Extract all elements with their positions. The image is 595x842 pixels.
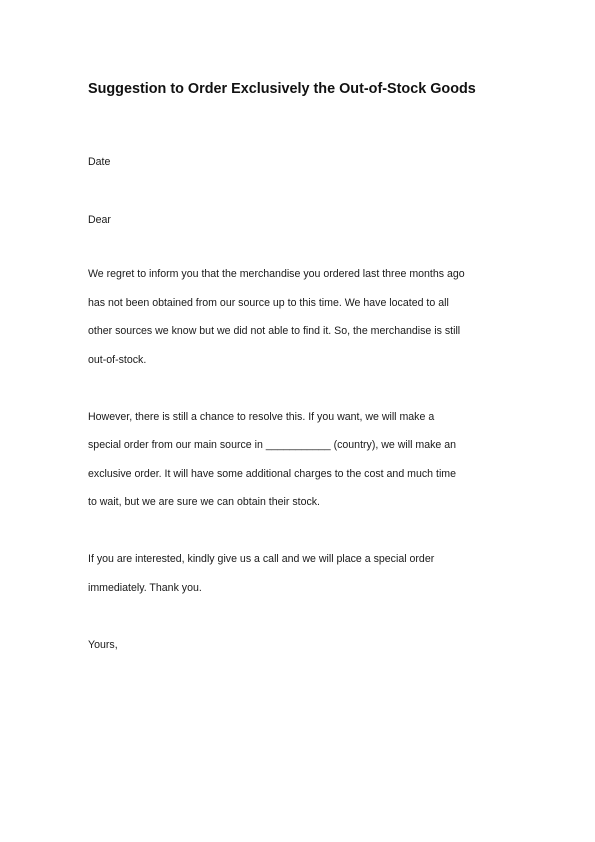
paragraph-1-line-2: has not been obtained from our source up to this time. We have located to all xyxy=(88,297,449,309)
date-label: Date xyxy=(88,156,111,168)
letter-title: Suggestion to Order Exclusively the Out-of-Stock Goods xyxy=(88,81,476,97)
paragraph-2-line-4: to wait, but we are sure we can obtain their stock. xyxy=(88,496,321,508)
paragraph-2-line-2: special order from our main source in ___________ (country), we will make an xyxy=(88,439,457,451)
paragraph-1-line-3: other sources we know but we did not able to find it. So, the merchandise is still xyxy=(88,325,461,337)
paragraph-1-line-1: We regret to inform you that the merchandise you ordered last three months ago xyxy=(88,268,465,280)
salutation: Dear xyxy=(88,214,111,226)
paragraph-2-line-1: However, there is still a chance to resolve this. If you want, we will make a xyxy=(88,411,435,423)
paragraph-2-line-3: exclusive order. It will have some additional charges to the cost and much time xyxy=(88,468,457,480)
paragraph-1-line-4: out-of-stock. xyxy=(88,354,147,366)
paragraph-3-line-2: immediately. Thank you. xyxy=(88,582,202,594)
paragraph-3-line-1: If you are interested, kindly give us a call and we will place a special order xyxy=(88,553,435,565)
closing: Yours, xyxy=(88,639,118,651)
